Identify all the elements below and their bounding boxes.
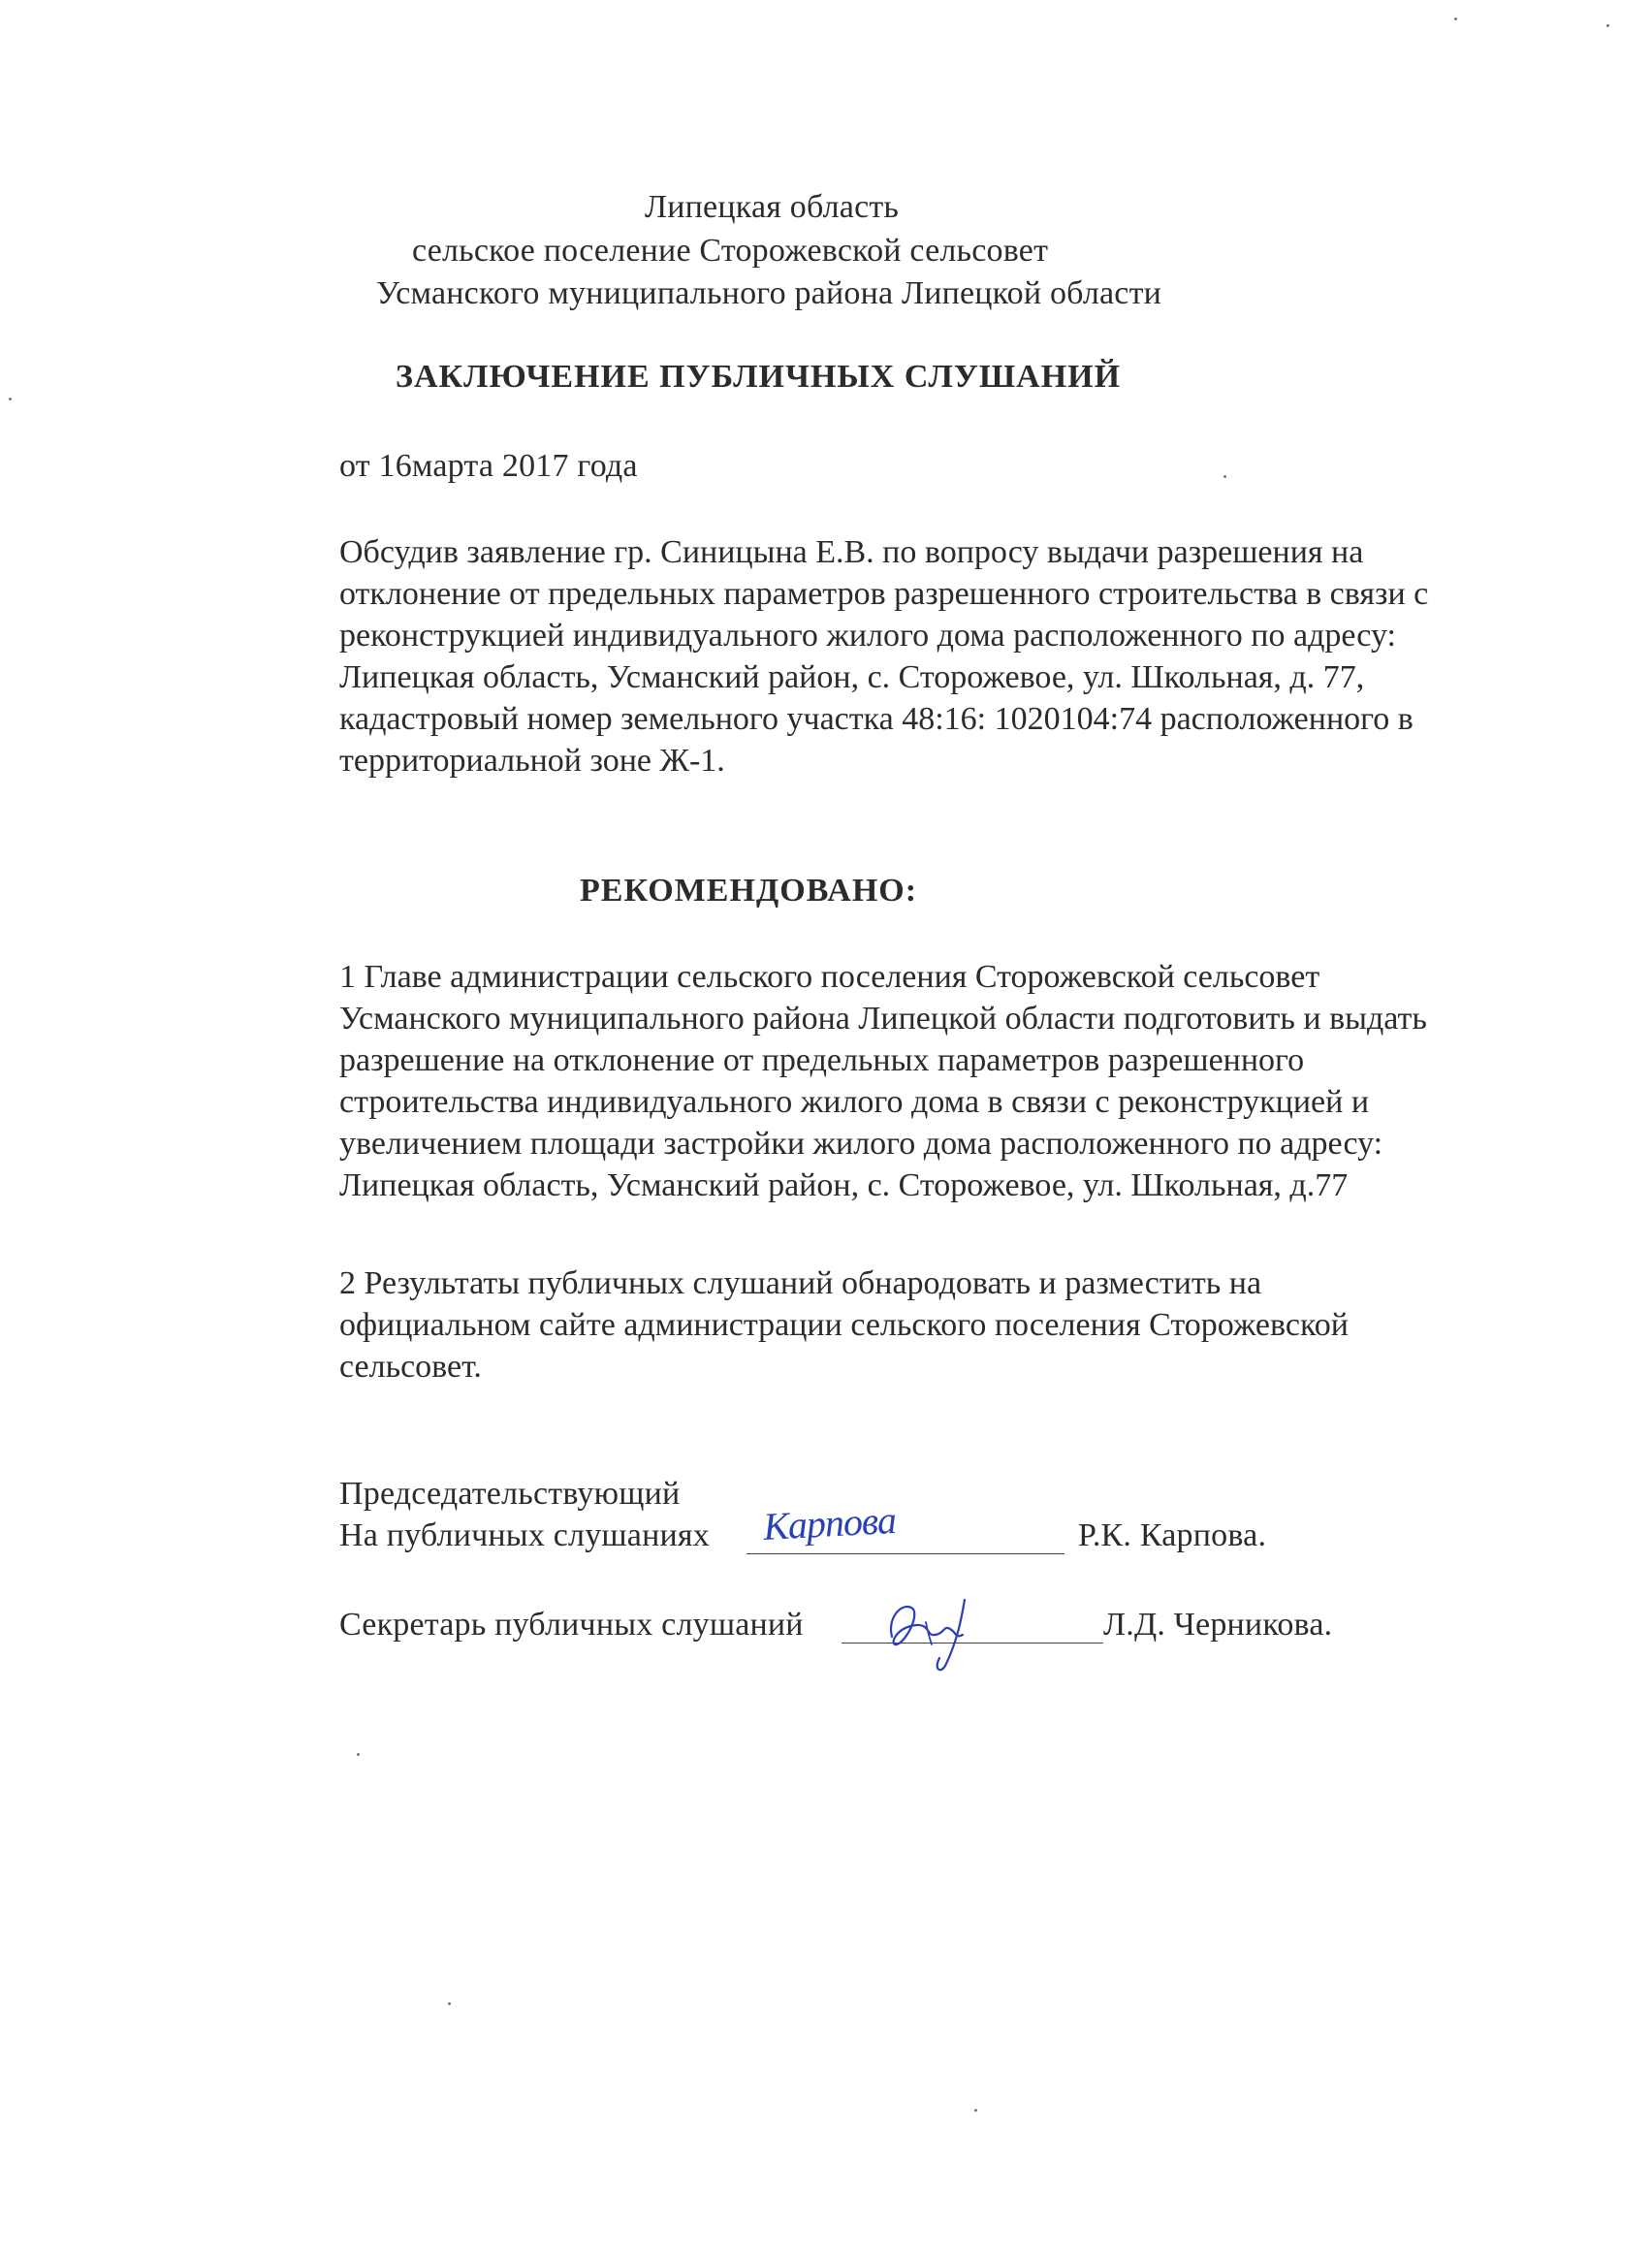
intro-line: территориальной зоне Ж-1. <box>339 743 725 779</box>
header-district: Усманского муниципального района Липецкой области <box>376 275 1162 311</box>
item1-line: строительства индивидуального жилого дома в связи с реконструкцией и <box>339 1084 1370 1120</box>
item1-line: разрешение на отклонение от предельных параметров разрешенного <box>339 1042 1305 1078</box>
scan-speck <box>9 398 12 400</box>
header-region: Липецкая область <box>645 189 900 225</box>
intro-line: реконструкцией индивидуального жилого дома расположенного по адресу: <box>339 618 1396 654</box>
secretary-label: Секретарь публичных слушаний <box>339 1607 804 1643</box>
item1-line: 1 Главе администрации сельского поселения Сторожевской сельсовет <box>339 959 1320 995</box>
scan-speck <box>1223 475 1226 478</box>
scan-speck <box>448 2002 451 2005</box>
scan-speck <box>1606 24 1609 27</box>
chair-signature <box>756 1497 979 1559</box>
item1-line: увеличением площади застройки жилого дома расположенного по адресу: <box>339 1126 1383 1162</box>
document-date: от 16марта 2017 года <box>339 448 638 484</box>
intro-line: отклонение от предельных параметров разрешенного строительства в связи с <box>339 576 1429 612</box>
intro-line: Липецкая область, Усманский район, с. Сторожевое, ул. Школьная, д. 77, <box>339 659 1365 695</box>
intro-paragraph <box>339 531 1428 782</box>
chair-label-line2: На публичных слушаниях <box>339 1517 710 1553</box>
chair-signature-text: Карпова <box>762 1497 897 1548</box>
chair-name: Р.К. Карпова. <box>1078 1517 1267 1553</box>
recommended-heading: РЕКОМЕНДОВАНО: <box>580 873 918 909</box>
header-settlement: сельское поселение Сторожевской сельсовет <box>412 233 1049 269</box>
item2-line: 2 Результаты публичных слушаний обнародовать и разместить на <box>339 1265 1262 1301</box>
intro-line: Обсудив заявление гр. Синицына Е.В. по вопросу выдачи разрешения на <box>339 534 1364 570</box>
intro-line: кадастровый номер земельного участка 48:16: 1020104:74 расположенного в <box>339 701 1414 737</box>
scan-speck <box>1454 17 1457 20</box>
secretary-name: Л.Д. Черникова. <box>1103 1607 1333 1643</box>
document-title: ЗАКЛЮЧЕНИЕ ПУБЛИЧНЫХ СЛУШАНИЙ <box>396 359 1122 395</box>
chair-label: Председательствующий <box>339 1476 681 1512</box>
item1-line: Усманского муниципального района Липецкой области подготовить и выдать <box>339 1001 1427 1037</box>
recommendation-item-1 <box>339 956 1427 1206</box>
item2-line: официальном сайте администрации сельского поселения Сторожевской <box>339 1307 1349 1343</box>
recommendation-item-2 <box>339 1262 1349 1388</box>
scan-speck <box>357 1753 360 1756</box>
item1-line: Липецкая область, Усманский район, с. Сторожевое, ул. Школьная, д.77 <box>339 1167 1349 1203</box>
item2-line: сельсовет. <box>339 1349 482 1385</box>
scan-speck <box>974 2109 977 2112</box>
secretary-signature <box>868 1588 1013 1676</box>
